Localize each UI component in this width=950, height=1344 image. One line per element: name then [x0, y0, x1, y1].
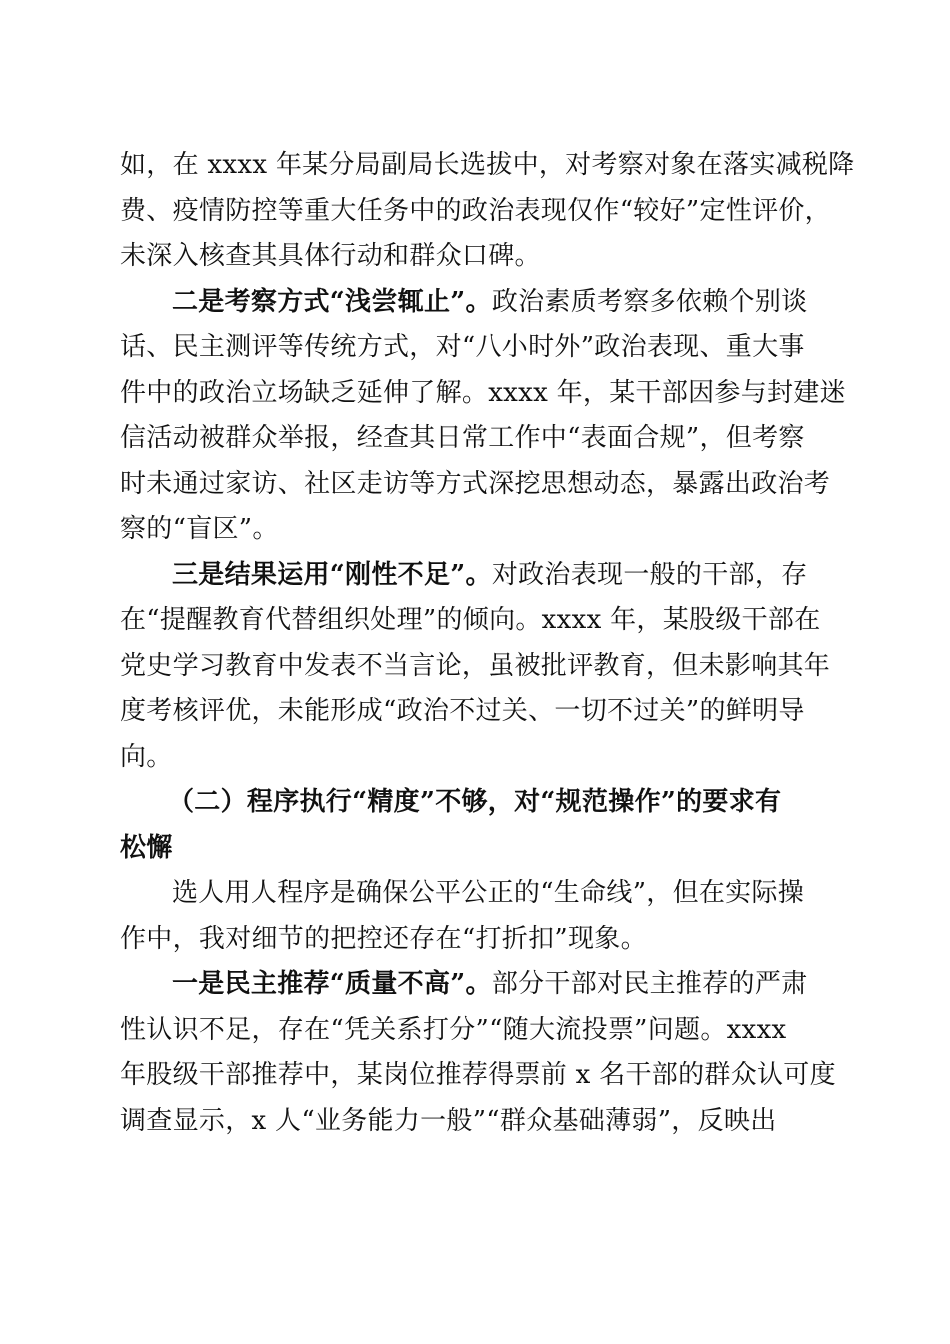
section-heading-continued: 松懈	[120, 833, 173, 863]
body-text-line: 度考核评优，未能形成“政治不过关、一切不过关”的鲜明导	[120, 696, 805, 726]
body-text-line: 向。	[120, 742, 173, 772]
subpoint-heading: 二是考察方式“浅尝辄止”。	[172, 287, 492, 317]
body-text-line: 性认识不足，存在“凭关系打分”“随大流投票”问题。xxxx	[120, 1015, 787, 1045]
subpoint-line	[172, 554, 807, 596]
body-text-line: 年股级干部推荐中，某岗位推荐得票前 x 名干部的群众认可度	[120, 1060, 836, 1090]
subpoint-text: 部分干部对民主推荐的严肃	[491, 969, 808, 999]
body-text-line: 选人用人程序是确保公平公正的“生命线”，但在实际操	[172, 878, 805, 908]
subpoint-line	[172, 281, 807, 323]
body-text-line: 信活动被群众举报，经查其日常工作中“表面合规”，但考察	[120, 423, 805, 453]
body-text-line: 党史学习教育中发表不当言论，虽被批评教育，但未影响其年	[120, 651, 831, 681]
body-text-line: 如，在 xxxx 年某分局副局长选拔中，对考察对象在落实减税降	[120, 150, 855, 180]
body-text-line: 作中，我对细节的把控还存在“打折扣”现象。	[120, 924, 647, 954]
subpoint-line	[172, 963, 807, 1005]
subpoint-text: 对政治表现一般的干部，存	[491, 560, 808, 590]
body-text-line: 察的“盲区”。	[120, 514, 279, 544]
body-text-line: 件中的政治立场缺乏延伸了解。xxxx 年，某干部因参与封建迷	[120, 378, 846, 408]
subpoint-heading: 一是民主推荐“质量不高”。	[172, 969, 492, 999]
body-text-line: 时未通过家访、社区走访等方式深挖思想动态，暴露出政治考	[120, 469, 831, 499]
body-text-line: 调查显示，x 人“业务能力一般”“群众基础薄弱”，反映出	[120, 1106, 777, 1136]
body-text-line: 费、疫情防控等重大任务中的政治表现仅作“较好”定性评价，	[120, 196, 831, 226]
section-heading: （二）程序执行“精度”不够，对“规范操作”的要求有	[168, 787, 782, 817]
body-text-line: 未深入核查其具体行动和群众口碑。	[120, 241, 541, 271]
subpoint-text: 政治素质考察多依赖个别谈	[491, 287, 808, 317]
body-text-line: 在“提醒教育代替组织处理”的倾向。xxxx 年，某股级干部在	[120, 605, 821, 635]
body-text-line: 话、民主测评等传统方式，对“八小时外”政治表现、重大事	[120, 332, 805, 362]
subpoint-heading: 三是结果运用“刚性不足”。	[172, 560, 492, 590]
